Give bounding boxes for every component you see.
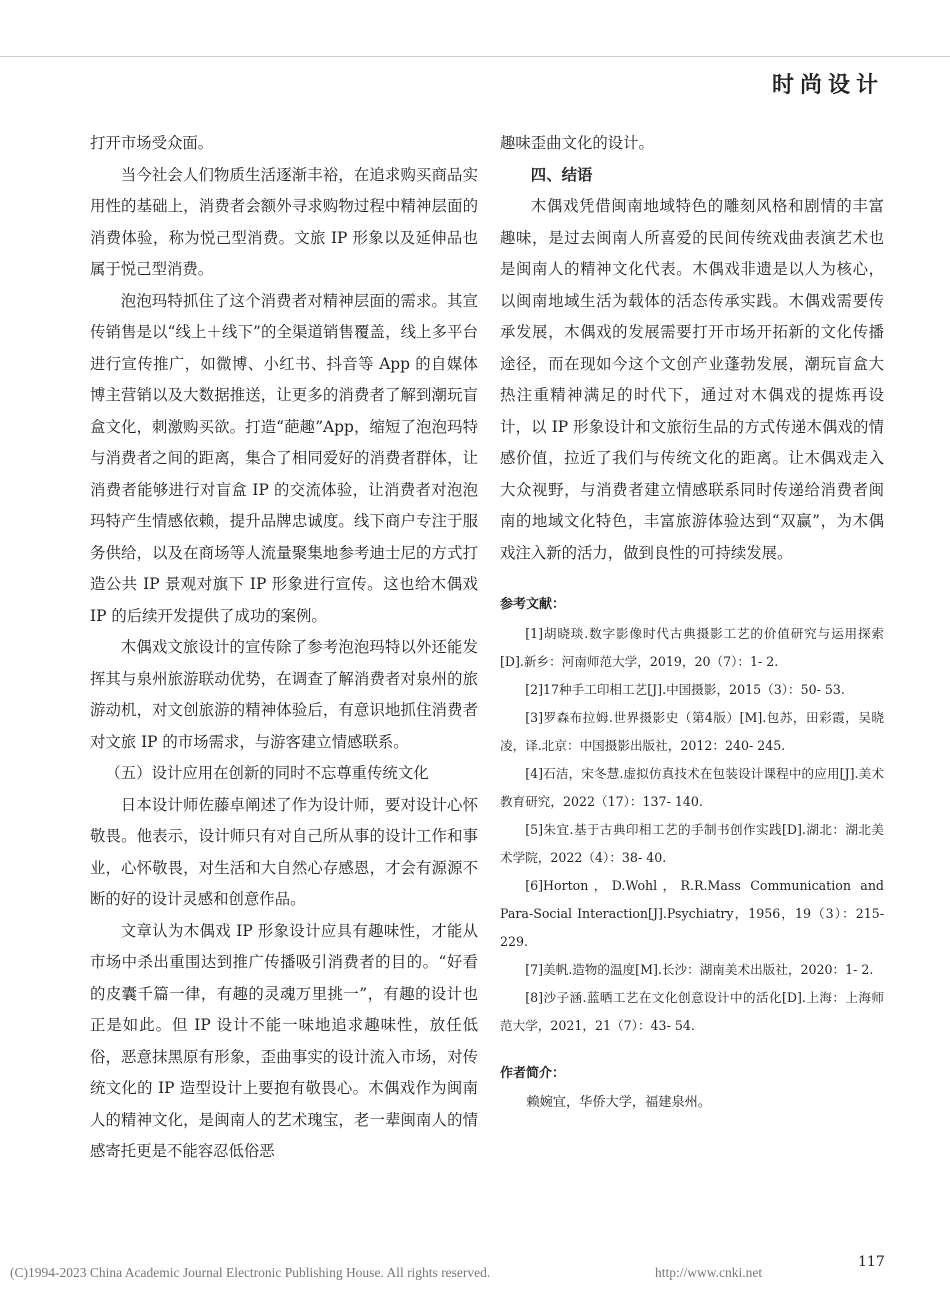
reference-item: [3]罗森布拉姆.世界摄影史（第4版）[M].包苏，田彩霞，吴晓凌，译.北京：中国摄影出版社，2012：240- 245. xyxy=(500,710,884,753)
header-rule xyxy=(0,56,950,57)
page-number: 117 xyxy=(858,1254,885,1270)
reference-item: [6]Horton，D.Wohl，R.R.Mass Communication and Para-Social Interaction[J].Psychiatry，1956，19（3）：215- 229. xyxy=(500,878,884,949)
reference-item: [1]胡晓琰.数字影像时代古典摄影工艺的价值研究与运用探索[D].新乡：河南师范大学，2019，20（7）：1- 2. xyxy=(500,626,884,669)
conclusion-paragraph: 木偶戏凭借闽南地域特色的雕刻风格和剧情的丰富趣味，是过去闽南人所喜爱的民间传统戏曲表演艺术也是闽南人的精神文化代表。木偶戏非遗是以人为核心，以闽南地域生活为载体的活态传承实践。木偶戏需要传承发展，木偶戏的发展需要打开市场开拓新的文化传播途径，而在现如今这个文创产业蓬勃发展，潮玩盲盒大热注重精神满足的时代下，通过对木偶戏的提炼再设计，以 IP 形象设计和文旅衍生品的方式传递木偶戏的情感价值，拉近了我们与传统文化的距离。让木偶戏走入大众视野，与消费者建立情感联系同时传递给消费者闽南的地域文化特色，丰富旅游体验达到“双赢”，为木偶戏注入新的活力，做到良性的可持续发展。 xyxy=(500,197,884,562)
copyright-notice: (C)1994-2023 China Academic Journal Electronic Publishing House. All rights reserved. xyxy=(10,1265,491,1280)
author-info: 赖婉宜，华侨大学，福建泉州。 xyxy=(526,1095,712,1110)
author-heading: 作者简介： xyxy=(500,1066,566,1081)
reference-item: [4]石洁，宋冬慧.虚拟仿真技术在包装设计课程中的应用[J].美术教育研究，2022（17）：137- 140. xyxy=(500,766,884,809)
reference-item: [7]美帆.造物的温度[M].长沙：湖南美术出版社，2020：1- 2. xyxy=(525,962,874,977)
references-section xyxy=(500,593,884,1040)
paragraph: 趣味歪曲文化的设计。 xyxy=(500,134,654,152)
section-title: 时尚设计 xyxy=(771,73,884,98)
paragraph: 当今社会人们物质生活逐渐丰裕，在追求购买商品实用性的基础上，消费者会额外寻求购物过程中精神层面的消费体验，称为悦己型消费。文旅 IP 形象以及延伸品也属于悦己型消费。 xyxy=(90,165,478,278)
paragraph: 泡泡玛特抓住了这个消费者对精神层面的需求。其宣传销售是以“线上＋线下”的全渠道销售覆盖，线上多平台进行宣传推广，如微博、小红书、抖音等 App 的自媒体博主营销以及大数据推送，让更多的消费者了解到潮玩盲盒文化，刺激购买欲。打造“葩趣”App，缩短了泡泡玛特与消费者之间的距离，集合了相同爱好的消费者群体，让消费者能够进行对盲盒 IP 的交流体验，让消费者对泡泡玛特产生情感依赖，提升品牌忠诚度。线下商户专注于服务供给，以及在商场等人流量聚集地参考迪士尼的方式打造公共 IP 景观对旗下 IP 形象进行宣传。这也给木偶戏 IP 的后续开发提供了成功的案例。 xyxy=(90,291,478,625)
paragraph: 木偶戏文旅设计的宣传除了参考泡泡玛特以外还能发挥其与泉州旅游联动优势，在调查了解消费者对泉州的旅游动机，对文创旅游的精神体验后，有意识地抓住消费者对文旅 IP 的市场需求，与游客建立情感联系。 xyxy=(90,638,478,751)
reference-item: [8]沙子涵.蓝晒工艺在文化创意设计中的活化[D].上海：上海师范大学，2021，21（7）：43- 54. xyxy=(500,990,884,1033)
references-heading: 参考文献： xyxy=(500,597,566,612)
subsection-heading: （五）设计应用在创新的同时不忘尊重传统文化 xyxy=(105,764,429,782)
paragraph: 文章认为木偶戏 IP 形象设计应具有趣味性，才能从市场中杀出重围达到推广传播吸引消费者的目的。“好看的皮囊千篇一律，有趣的灵魂万里挑一”，有趣的设计也正是如此。但 IP 设计不能一味地追求趣味性，放任低俗，恶意抹黑原有形象，歪曲事实的设计流入市场，对传统文化的 IP 造型设计上要抱有敬畏心。木偶戏作为闽南人的精神文化，是闽南人的艺术瑰宝，老一辈闽南人的情感寄托更是不能容忍低俗恶 xyxy=(90,921,478,1160)
conclusion-heading: 四、结语 xyxy=(530,165,593,184)
author-section xyxy=(500,1062,884,1117)
paragraph: 打开市场受众面。 xyxy=(90,134,214,152)
left-column xyxy=(90,128,478,1168)
reference-item: [2]17种手工印相工艺[J].中国摄影，2015（3）：50- 53. xyxy=(525,682,845,697)
footer-url: http://www.cnki.net xyxy=(655,1265,763,1280)
right-column xyxy=(500,128,884,1117)
paragraph: 日本设计师佐藤卓阐述了作为设计师，要对设计心怀敬畏。他表示，设计师只有对自己所从事的设计工作和事业，心怀敬畏，对生活和大自然心存感恩，才会有源源不断的好的设计灵感和创意作品。 xyxy=(90,795,478,908)
reference-item: [5]朱宜.基于古典印相工艺的手制书创作实践[D].湖北：湖北美术学院，2022（4）：38- 40. xyxy=(500,822,884,865)
